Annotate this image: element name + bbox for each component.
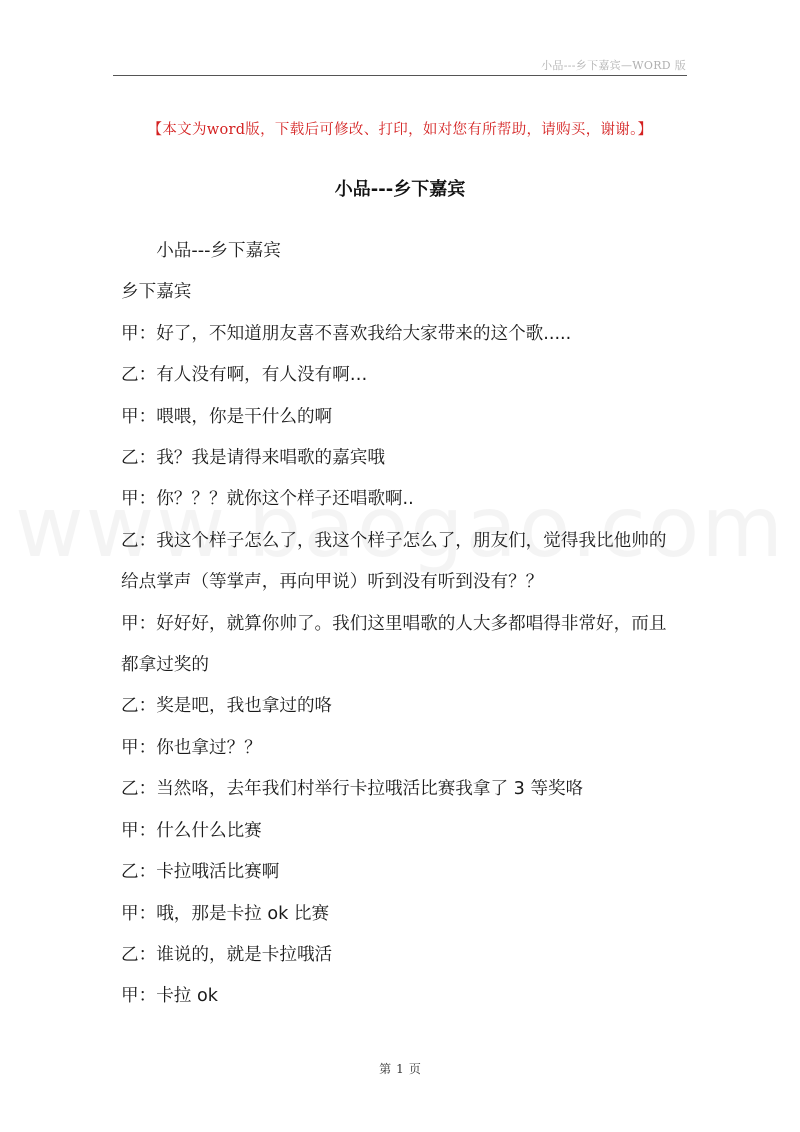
document-title: 小品---乡下嘉宾 <box>334 179 466 200</box>
page-number: 1 <box>396 1062 404 1076</box>
paragraph: 乡下嘉宾 <box>121 282 192 303</box>
paragraph: 甲：你？？？就你这个样子还唱歌啊.. <box>121 489 414 510</box>
paragraph: 乙：有人没有啊，有人没有啊… <box>121 365 368 386</box>
paragraph: 甲：什么什么比赛 <box>121 820 262 841</box>
paragraph: 甲：你也拿过？？ <box>121 737 262 758</box>
header-divider <box>113 75 687 76</box>
paragraph: 乙：卡拉哦活比赛啊 <box>121 862 280 883</box>
page-prefix: 第 <box>379 1062 392 1076</box>
running-header: 小品---乡下嘉宾—WORD 版 <box>541 59 686 72</box>
page-suffix: 页 <box>408 1062 421 1076</box>
purchase-notice: 【本文为word版，下载后可修改、打印，如对您有所帮助，请购买，谢谢。】 <box>147 122 653 138</box>
page-footer <box>0 1060 800 1077</box>
paragraph: 乙：我这个样子怎么了，我这个样子怎么了，朋友们，觉得我比他帅的给点掌声（等掌声，再向甲说）听到没有听到没有？？ <box>121 530 667 593</box>
paragraph: 甲：好好好，就算你帅了。我们这里唱歌的人大多都唱得非常好，而且都拿过奖的 <box>121 613 667 676</box>
paragraph: 甲：喂喂，你是干什么的啊 <box>121 406 333 427</box>
paragraph: 乙：奖是吧，我也拿过的咯 <box>121 696 333 717</box>
paragraph: 甲：好了，不知道朋友喜不喜欢我给大家带来的这个歌..... <box>121 323 572 344</box>
paragraph: 小品---乡下嘉宾 <box>156 241 281 261</box>
paragraph: 乙：当然咯，去年我们村举行卡拉哦活比赛我拿了 3 等奖咯 <box>121 779 584 800</box>
paragraph: 乙：谁说的，就是卡拉哦活 <box>121 944 333 965</box>
paragraph: 乙：我？我是请得来唱歌的嘉宾哦 <box>121 448 385 469</box>
paragraph: 甲：卡拉 ok <box>121 986 218 1007</box>
paragraph: 甲：哦，那是卡拉 ok 比赛 <box>121 903 330 924</box>
document-body <box>121 231 683 1018</box>
